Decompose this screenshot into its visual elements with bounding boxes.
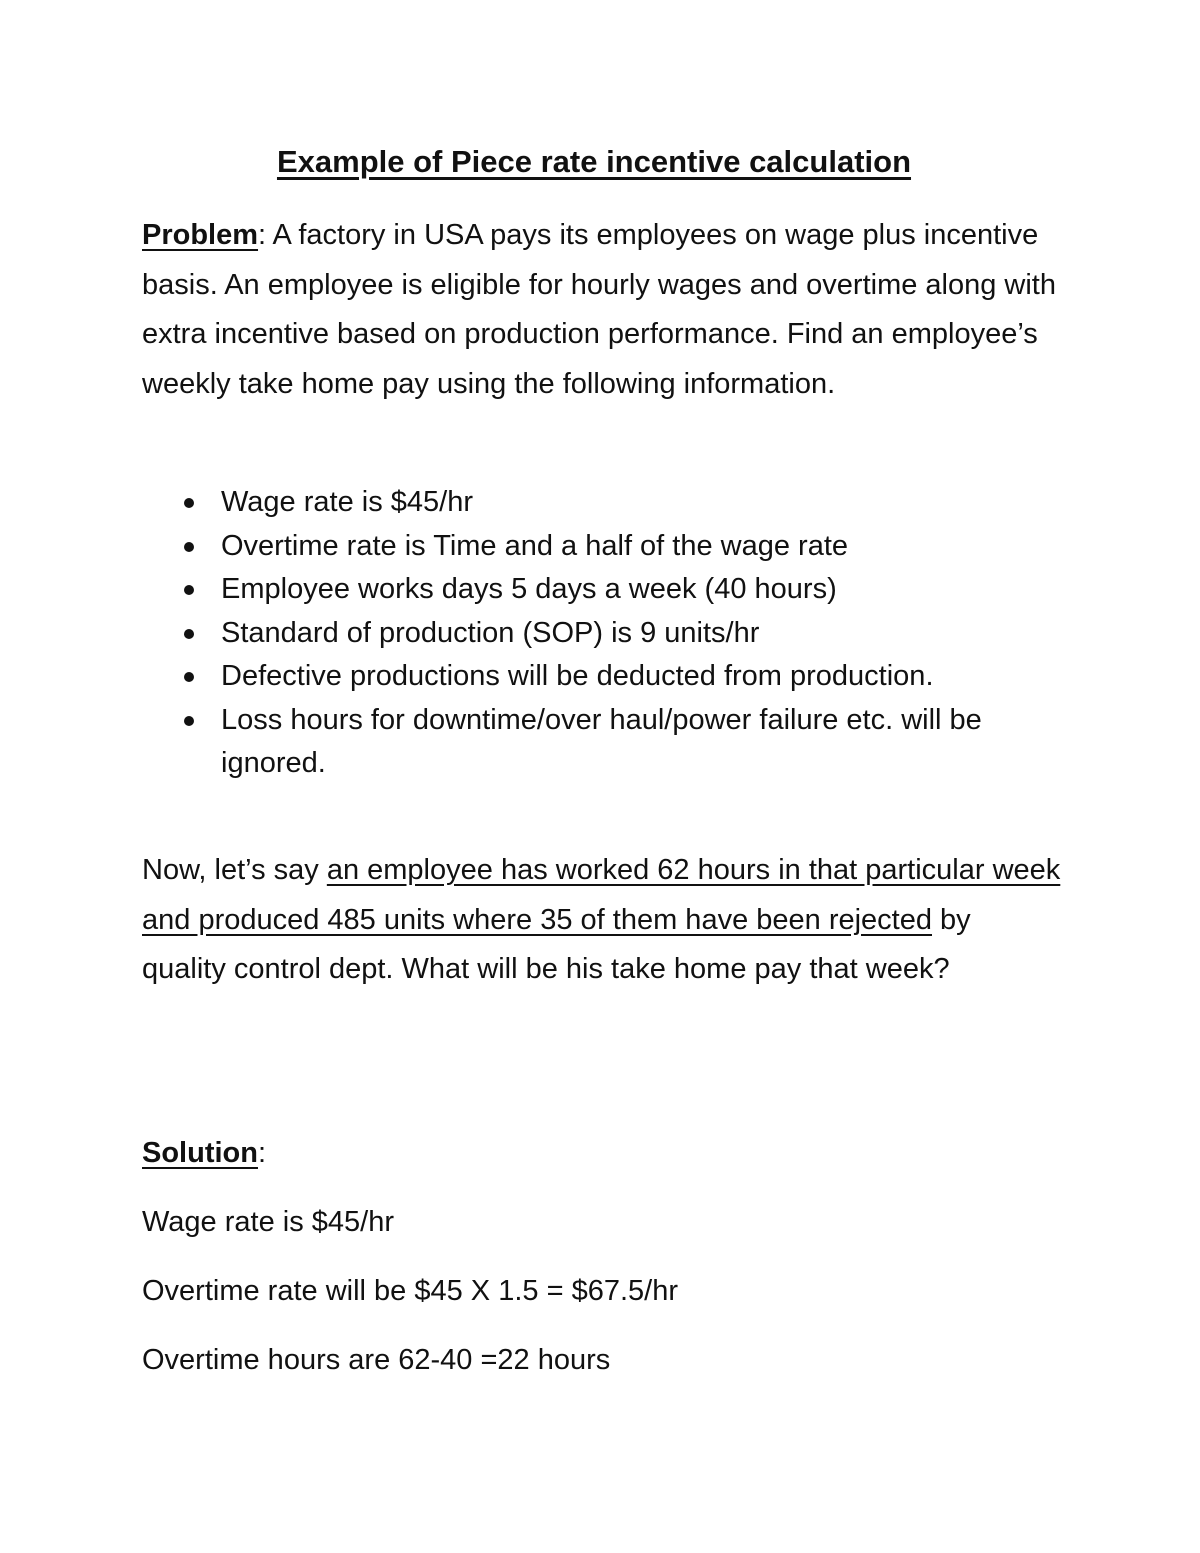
- bullet-icon: [184, 585, 194, 595]
- scenario-paragraph: [142, 846, 1062, 995]
- solution-line: Wage rate is $45/hr: [142, 1206, 394, 1238]
- list-item-text: Standard of production (SOP) is 9 units/hr: [221, 616, 760, 649]
- bullet-icon: [184, 629, 194, 639]
- solution-heading: [142, 1137, 266, 1170]
- scenario-intro: Now, let’s say: [142, 854, 327, 886]
- list-item-text: Defective productions will be deducted from production.: [221, 660, 934, 692]
- bullet-icon: [184, 498, 194, 508]
- bullet-icon: [184, 716, 194, 726]
- list-item: [142, 568, 1062, 612]
- problem-label: Problem: [142, 219, 259, 251]
- list-item-text: Employee works days 5 days a week (40 hours): [221, 573, 837, 605]
- solution-label-colon: :: [257, 1137, 267, 1169]
- problem-text: A factory in USA pays its employees on wage plus incentive basis. An employee is eligible for hourly wages and overtime along with extra incentive based on production performance. Find an employee’s weekly take home pay using the following information.: [142, 219, 1056, 400]
- list-item: [142, 612, 1062, 656]
- given-information-list: [142, 481, 1062, 786]
- scenario-underlined-text: an employee has worked 62 hours in that particular week and produced 485 units where 35 of them have been rejected: [142, 854, 1061, 936]
- bullet-icon: [184, 672, 194, 682]
- solution-label: Solution: [142, 1137, 258, 1169]
- problem-paragraph: [142, 211, 1062, 409]
- document-title: Example of Piece rate incentive calculation: [276, 144, 912, 179]
- scenario-question: by quality control dept. What will be his take home pay that week?: [142, 903, 971, 985]
- list-item-text: Loss hours for downtime/over haul/power failure etc. will be ignored.: [221, 703, 982, 779]
- list-item-text: Wage rate is $45/hr: [221, 486, 473, 518]
- solution-line: Overtime hours are 62-40 =22 hours: [142, 1344, 611, 1376]
- bullet-icon: [184, 542, 194, 552]
- list-item: [142, 525, 1062, 569]
- problem-label-colon: :: [258, 219, 267, 251]
- list-item: [142, 481, 1062, 525]
- list-item: [142, 699, 1062, 786]
- list-item-text: Overtime rate is Time and a half of the wage rate: [221, 529, 849, 562]
- solution-line: Overtime rate will be $45 X 1.5 = $67.5/hr: [142, 1275, 678, 1307]
- list-item: [142, 655, 1062, 699]
